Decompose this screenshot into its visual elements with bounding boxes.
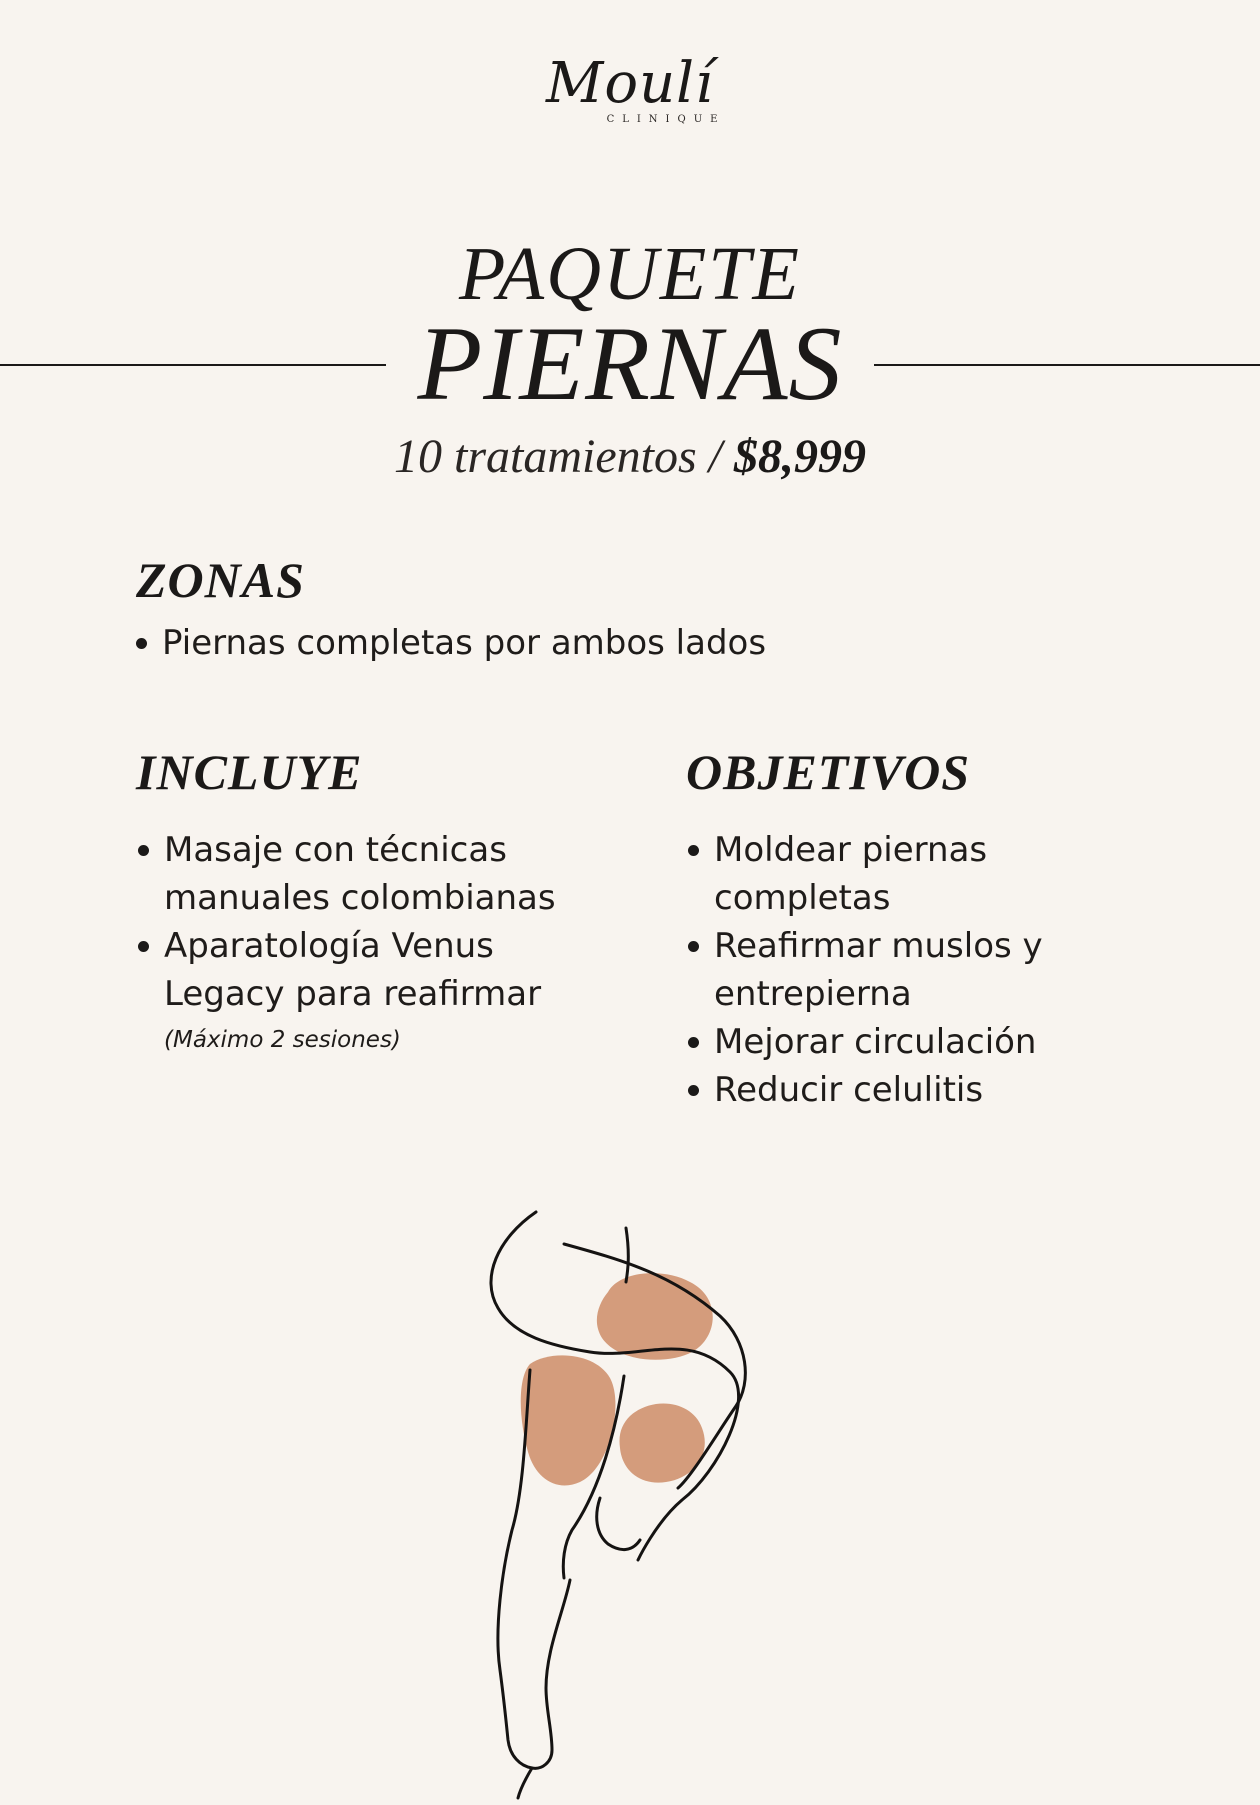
brand-tagline: CLINIQUE	[606, 114, 726, 125]
title-paquete: PAQUETE	[459, 232, 801, 316]
incluye-list	[136, 826, 616, 1060]
incluye-heading: INCLUYE	[136, 744, 363, 800]
knee-highlight-shape	[521, 1355, 616, 1485]
list-item	[136, 922, 616, 1060]
sessions-note: (Máximo 2 sesiones)	[164, 1027, 401, 1053]
objetivos-heading: OBJETIVOS	[686, 744, 971, 800]
list-item: Mejorar circulación	[686, 1018, 1106, 1066]
list-item: Piernas completas por ambos lados	[134, 619, 1034, 667]
package-subtitle	[0, 428, 1260, 486]
list-item: Moldear piernas completas	[686, 826, 1106, 922]
brand-name: Moulí	[546, 51, 714, 116]
zonas-list	[134, 619, 1034, 667]
legs-line-art-icon	[460, 1200, 800, 1805]
package-price: $8,999	[734, 430, 866, 483]
list-item: Reafirmar muslos y entrepierna	[686, 922, 1106, 1018]
objetivos-list	[686, 826, 1106, 1114]
list-item-text: Aparatología Venus Legacy para reafirmar	[164, 926, 542, 1014]
brand-logo	[0, 52, 1260, 125]
treatments-count: 10 tratamientos	[393, 430, 697, 483]
list-item: Masaje con técnicas manuales colombianas	[136, 826, 616, 922]
list-item: Reducir celulitis	[686, 1066, 1106, 1114]
title-piernas: PIERNAS	[417, 305, 843, 422]
thigh-highlight-shape	[597, 1273, 713, 1360]
subtitle-separator: /	[708, 430, 722, 483]
zonas-heading: ZONAS	[136, 552, 305, 608]
divider-right	[874, 364, 1260, 366]
